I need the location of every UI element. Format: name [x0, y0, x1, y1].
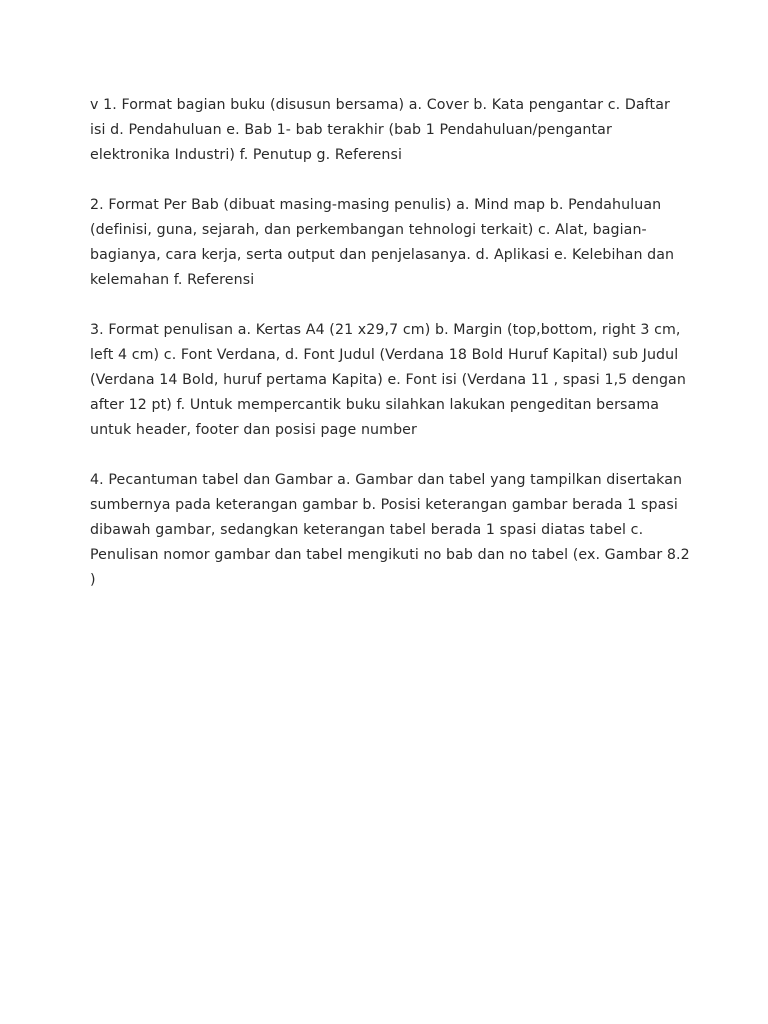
- paragraph-writing-format: 3. Format penulisan a. Kertas A4 (21 x29,7 cm) b. Margin (top,bottom, right 3 cm, left 4 cm) c. Font Verdana, d. Font Judul (Verdana 18 Bold Huruf Kapital) sub Judul (Verdana 14 Bold, huruf pertama Kapita) e. Font isi (Verdana 11 , spasi 1,5 dengan after 12 pt) f. Untuk mempercantik buku silahkan lakukan pengeditan bersama untuk header, footer dan posisi page number: [90, 322, 686, 438]
- document-body: [90, 93, 690, 618]
- paragraph-chapter-format: 2. Format Per Bab (dibuat masing-masing penulis) a. Mind map b. Pendahuluan (definisi, guna, sejarah, dan perkembangan tehnologi terkait) c. Alat, bagian-bagianya, cara kerja, serta output dan penjelasanya. d. Aplikasi e. Kelebihan dan kelemahan f. Referensi: [90, 197, 675, 288]
- paragraph-tables-figures: 4. Pecantuman tabel dan Gambar a. Gambar dan tabel yang tampilkan disertakan sumbernya pada keterangan gambar b. Posisi keterangan gambar berada 1 spasi dibawah gambar, sedangkan keterangan tabel berada 1 spasi diatas tabel c. Penulisan nomor gambar dan tabel mengikuti no bab dan no tabel (ex. Gambar 8.2 ): [90, 472, 690, 588]
- paragraph-book-format: v 1. Format bagian buku (disusun bersama) a. Cover b. Kata pengantar c. Daftar isi d. Pendahuluan e. Bab 1- bab terakhir (bab 1 Pendahuluan/pengantar elektronika Industri) f. Penutup g. Referensi: [90, 97, 670, 163]
